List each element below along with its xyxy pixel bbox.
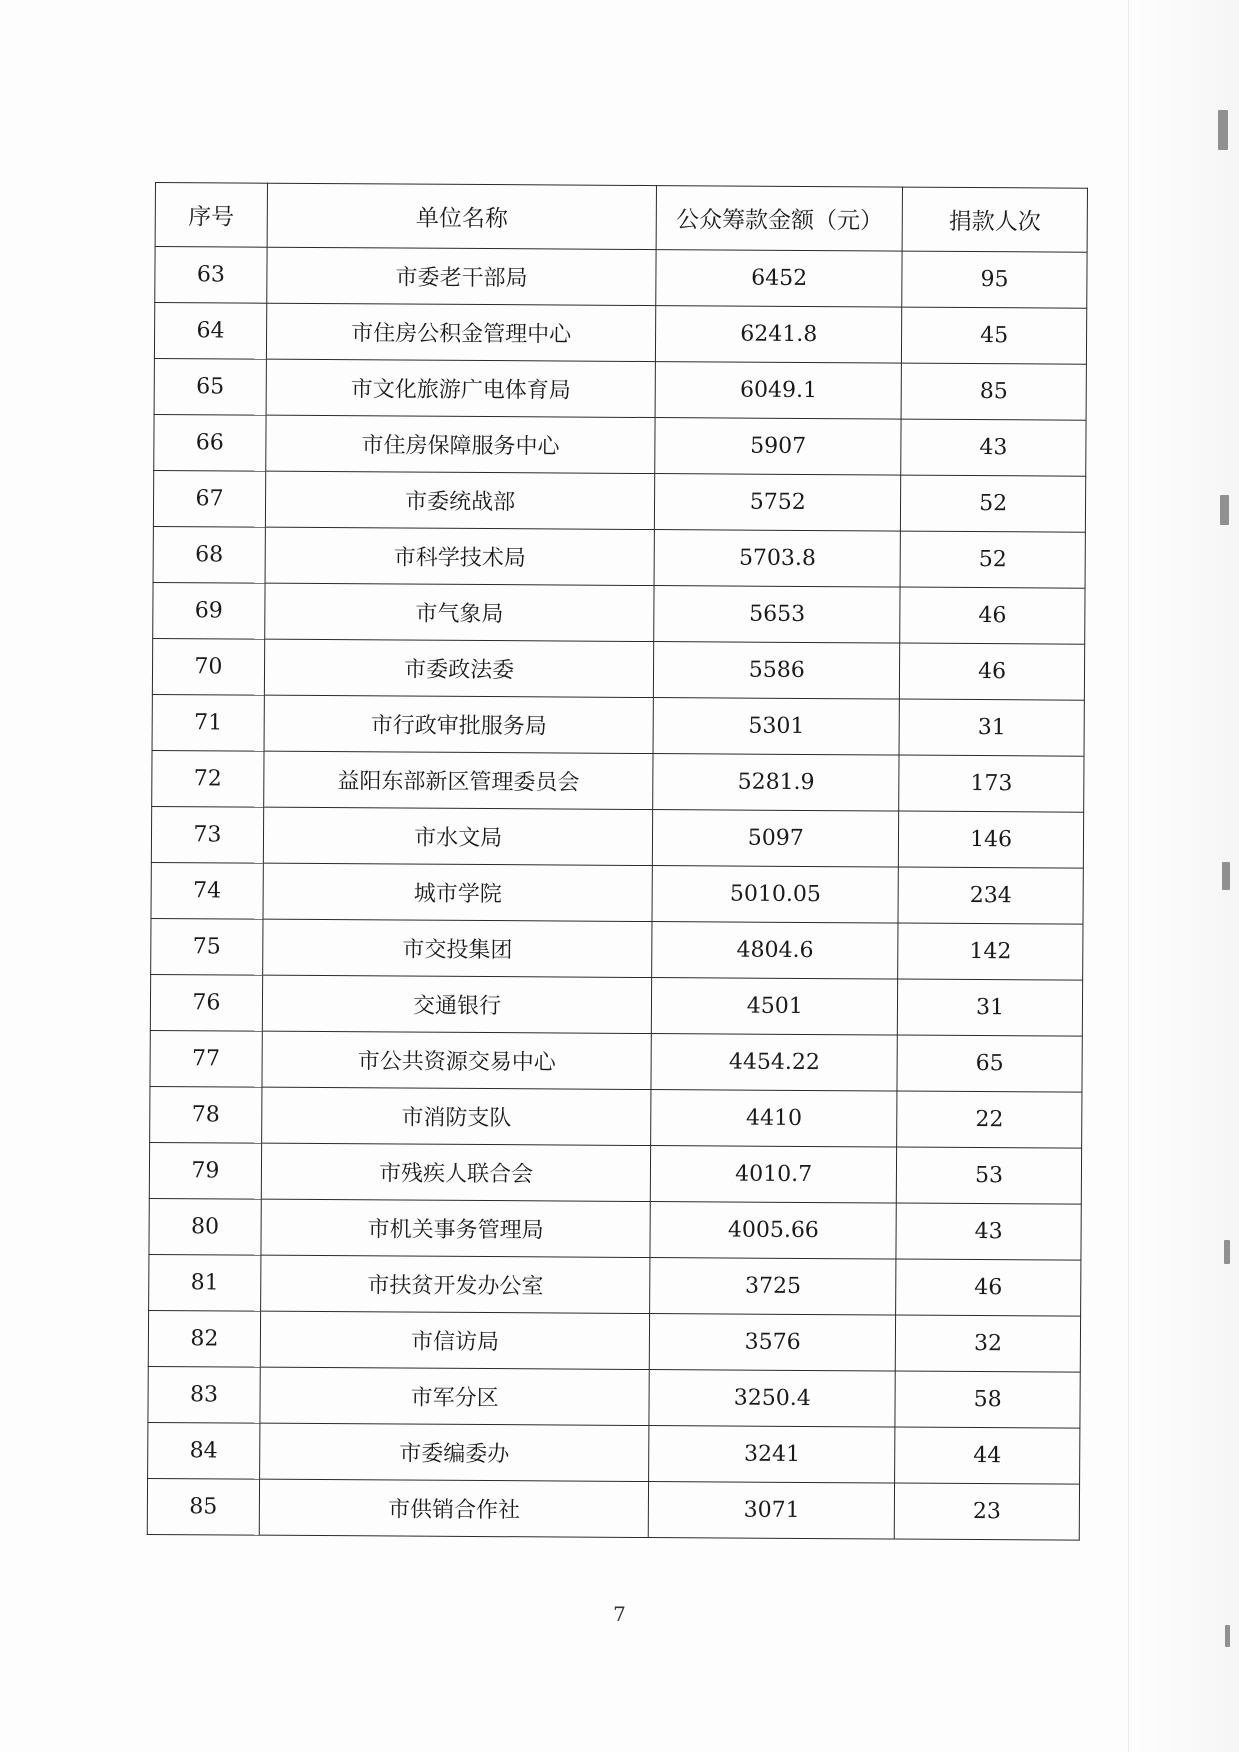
table-row bbox=[152, 694, 1084, 756]
cell-donation-amount: 4501 bbox=[652, 978, 898, 1036]
cell-donation-amount: 5653 bbox=[654, 586, 900, 644]
cell-unit-name: 市残疾人联合会 bbox=[261, 1143, 651, 1201]
cell-donation-amount: 4410 bbox=[651, 1090, 897, 1148]
cell-donor-count: 142 bbox=[898, 923, 1083, 980]
cell-unit-name: 市交投集团 bbox=[263, 919, 653, 977]
cell-serial-number: 80 bbox=[149, 1198, 261, 1255]
cell-donor-count: 22 bbox=[897, 1091, 1082, 1148]
cell-unit-name: 市供销合作社 bbox=[259, 1479, 649, 1537]
table-row bbox=[150, 1030, 1082, 1092]
cell-donor-count: 46 bbox=[896, 1259, 1081, 1316]
table-row bbox=[154, 414, 1086, 476]
table-row bbox=[154, 303, 1086, 365]
cell-serial-number: 63 bbox=[155, 247, 267, 304]
cell-donor-count: 46 bbox=[900, 643, 1085, 700]
cell-donation-amount: 5586 bbox=[654, 642, 900, 700]
cell-unit-name: 市军分区 bbox=[260, 1367, 650, 1425]
cell-unit-name: 市机关事务管理局 bbox=[261, 1199, 651, 1257]
cell-unit-name: 益阳东部新区管理委员会 bbox=[264, 751, 654, 809]
cell-unit-name: 市信访局 bbox=[260, 1311, 650, 1369]
cell-donation-amount: 3576 bbox=[650, 1314, 896, 1372]
cell-donor-count: 44 bbox=[895, 1427, 1080, 1484]
cell-serial-number: 81 bbox=[149, 1254, 261, 1311]
cell-unit-name: 市委政法委 bbox=[264, 639, 654, 697]
cell-unit-name: 市文化旅游广电体育局 bbox=[266, 359, 656, 417]
cell-unit-name: 市公共资源交易中心 bbox=[262, 1031, 652, 1089]
cell-serial-number: 66 bbox=[154, 414, 266, 471]
cell-serial-number: 68 bbox=[153, 526, 265, 583]
cell-serial-number: 79 bbox=[149, 1142, 261, 1199]
table-row bbox=[150, 1086, 1082, 1148]
table-row bbox=[149, 1198, 1081, 1260]
cell-donor-count: 31 bbox=[899, 699, 1084, 756]
scan-speck bbox=[1224, 1240, 1230, 1264]
table-row bbox=[149, 1254, 1081, 1316]
cell-donor-count: 146 bbox=[898, 811, 1083, 868]
cell-donor-count: 173 bbox=[899, 755, 1084, 812]
cell-unit-name: 市委老干部局 bbox=[267, 247, 657, 305]
cell-serial-number: 70 bbox=[152, 638, 264, 695]
cell-donor-count: 31 bbox=[897, 979, 1082, 1036]
table-row bbox=[150, 974, 1082, 1036]
cell-donation-amount: 5301 bbox=[653, 698, 899, 756]
cell-unit-name: 市住房公积金管理中心 bbox=[266, 303, 656, 361]
cell-donor-count: 45 bbox=[902, 307, 1087, 364]
cell-serial-number: 64 bbox=[154, 303, 266, 360]
cell-donation-amount: 5907 bbox=[655, 418, 901, 476]
cell-donation-amount: 3725 bbox=[650, 1258, 896, 1316]
cell-serial-number: 83 bbox=[148, 1366, 260, 1423]
cell-unit-name: 市扶贫开发办公室 bbox=[260, 1255, 650, 1313]
cell-donor-count: 32 bbox=[895, 1315, 1080, 1372]
cell-donor-count: 43 bbox=[896, 1203, 1081, 1260]
header-donation-amount: 公众筹款金额（元） bbox=[656, 186, 902, 252]
cell-serial-number: 84 bbox=[148, 1422, 260, 1479]
cell-donation-amount: 5752 bbox=[655, 474, 901, 532]
cell-serial-number: 73 bbox=[151, 806, 263, 863]
cell-donor-count: 52 bbox=[901, 475, 1086, 532]
table-row bbox=[148, 1422, 1080, 1484]
cell-donor-count: 53 bbox=[896, 1147, 1081, 1204]
cell-serial-number: 69 bbox=[153, 582, 265, 639]
cell-unit-name: 市水文局 bbox=[263, 807, 653, 865]
cell-donation-amount: 5010.05 bbox=[652, 866, 898, 924]
cell-serial-number: 85 bbox=[147, 1478, 259, 1535]
table-row bbox=[153, 526, 1085, 588]
cell-donor-count: 43 bbox=[901, 419, 1086, 476]
table-row bbox=[151, 806, 1083, 868]
cell-unit-name: 市住房保障服务中心 bbox=[266, 415, 656, 473]
table-row bbox=[151, 862, 1083, 924]
table-row bbox=[151, 918, 1083, 980]
cell-serial-number: 65 bbox=[154, 358, 266, 415]
header-serial-number: 序号 bbox=[155, 183, 267, 248]
table-row bbox=[148, 1366, 1080, 1428]
cell-serial-number: 82 bbox=[148, 1310, 260, 1367]
cell-donor-count: 234 bbox=[898, 867, 1083, 924]
table-header-row bbox=[155, 183, 1087, 253]
cell-donation-amount: 3250.4 bbox=[649, 1370, 895, 1428]
cell-donor-count: 23 bbox=[894, 1483, 1079, 1540]
table-row bbox=[149, 1142, 1081, 1204]
cell-donor-count: 65 bbox=[897, 1035, 1082, 1092]
cell-unit-name: 市气象局 bbox=[265, 583, 655, 641]
header-unit-name: 单位名称 bbox=[267, 183, 657, 249]
cell-serial-number: 76 bbox=[150, 974, 262, 1031]
cell-serial-number: 72 bbox=[152, 750, 264, 807]
page-number: 7 bbox=[613, 1602, 626, 1626]
cell-unit-name: 市委统战部 bbox=[265, 471, 655, 529]
table-row bbox=[152, 750, 1084, 812]
cell-serial-number: 77 bbox=[150, 1030, 262, 1087]
cell-serial-number: 67 bbox=[153, 470, 265, 527]
cell-unit-name: 市委编委办 bbox=[259, 1423, 649, 1481]
cell-unit-name: 市行政审批服务局 bbox=[264, 695, 654, 753]
cell-unit-name: 市科学技术局 bbox=[265, 527, 655, 585]
cell-donation-amount: 6049.1 bbox=[655, 362, 901, 420]
table-row bbox=[155, 247, 1087, 309]
cell-serial-number: 78 bbox=[150, 1086, 262, 1143]
cell-donation-amount: 4454.22 bbox=[651, 1034, 897, 1092]
cell-unit-name: 市消防支队 bbox=[262, 1087, 652, 1145]
scan-speck bbox=[1222, 862, 1230, 890]
table-row bbox=[154, 358, 1086, 420]
table-row bbox=[148, 1310, 1080, 1372]
cell-serial-number: 71 bbox=[152, 694, 264, 751]
cell-donation-amount: 4804.6 bbox=[652, 922, 898, 980]
cell-donation-amount: 6452 bbox=[656, 250, 902, 308]
cell-donation-amount: 5703.8 bbox=[654, 530, 900, 588]
cell-donation-amount: 3071 bbox=[649, 1482, 895, 1540]
scan-speck bbox=[1218, 110, 1228, 150]
cell-donation-amount: 3241 bbox=[649, 1426, 895, 1484]
cell-unit-name: 城市学院 bbox=[263, 863, 653, 921]
cell-donor-count: 95 bbox=[902, 251, 1087, 308]
cell-serial-number: 75 bbox=[151, 918, 263, 975]
cell-unit-name: 交通银行 bbox=[262, 975, 652, 1033]
cell-donation-amount: 6241.8 bbox=[656, 306, 902, 364]
cell-donor-count: 85 bbox=[901, 363, 1086, 420]
cell-donation-amount: 4010.7 bbox=[651, 1146, 897, 1204]
table-row bbox=[152, 638, 1084, 700]
table-row bbox=[153, 470, 1085, 532]
scan-fold-line bbox=[1128, 0, 1129, 1752]
cell-serial-number: 74 bbox=[151, 862, 263, 919]
table-row bbox=[153, 582, 1085, 644]
cell-donor-count: 58 bbox=[895, 1371, 1080, 1428]
cell-donation-amount: 5097 bbox=[653, 810, 899, 868]
scan-speck bbox=[1225, 1625, 1230, 1647]
cell-donation-amount: 4005.66 bbox=[650, 1202, 896, 1260]
donation-table bbox=[147, 182, 1088, 1541]
scan-speck bbox=[1220, 495, 1229, 525]
cell-donation-amount: 5281.9 bbox=[653, 754, 899, 812]
cell-donor-count: 46 bbox=[900, 587, 1085, 644]
cell-donor-count: 52 bbox=[900, 531, 1085, 588]
table-row bbox=[147, 1478, 1079, 1540]
header-donor-count: 捐款人次 bbox=[902, 187, 1087, 252]
